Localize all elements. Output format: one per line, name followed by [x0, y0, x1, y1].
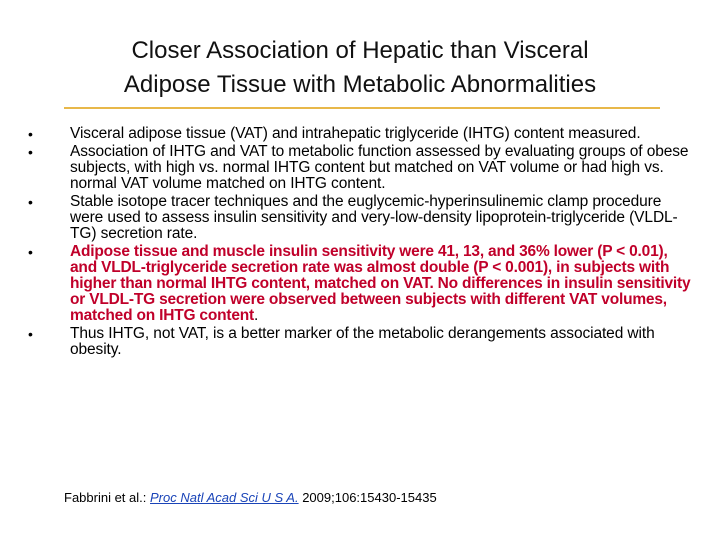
bullet-text: Association of IHTG and VAT to metabolic function assessed by evaluating groups of obese subjects, with high vs. normal IHTG content but matched on VAT volume or had high vs. normal VAT volume matched on IHTG content. — [70, 143, 689, 192]
bullet-list — [28, 126, 692, 360]
bullet-text: Thus IHTG, not VAT, is a better marker of the metabolic derangements associated with obesity. — [70, 325, 655, 358]
slide-title — [40, 34, 680, 102]
bullet-text: Visceral adipose tissue (VAT) and intrahepatic triglyceride (IHTG) content measured. — [70, 125, 641, 142]
bullet-item-conclusion — [28, 326, 692, 358]
bullet-item-association — [28, 144, 692, 192]
citation-details: 2009;106:15430-15435 — [298, 490, 437, 505]
bullet-text-tail: . — [254, 307, 259, 324]
bullet-dot-icon: • — [28, 326, 33, 342]
bullet-dot-icon: • — [28, 144, 33, 160]
title-divider — [64, 107, 660, 109]
citation-journal-link[interactable]: Proc Natl Acad Sci U S A. — [150, 490, 299, 505]
bullet-item-tracer-techniques — [28, 194, 692, 242]
bullet-text-emphasized: Adipose tissue and muscle insulin sensitivity were 41, 13, and 36% lower (P < 0.01), and VLDL-triglyceride secretion rate was almost double (P < 0.001), in subjects with higher than normal IHTG content, matched on VAT. No differences in insulin sensitivity or VLDL-TG secretion were observed between subjects with different VAT volumes, matched on IHTG content — [70, 243, 691, 324]
citation — [64, 490, 437, 506]
slide-title-line-2: Adipose Tissue with Metabolic Abnormalities — [123, 71, 597, 98]
bullet-dot-icon: • — [28, 194, 33, 210]
bullet-text: Stable isotope tracer techniques and the euglycemic-hyperinsulinemic clamp procedure were used to assess insulin sensitivity and very-low-density lipoprotein-triglyceride (VLDL-TG) secretion rate. — [70, 193, 678, 242]
citation-authors: Fabbrini et al.: — [64, 490, 150, 505]
bullet-dot-icon: • — [28, 126, 33, 142]
bullet-item-vat-ihtg-measured — [28, 126, 692, 142]
bullet-dot-icon: • — [28, 244, 33, 260]
slide-title-line-1: Closer Association of Hepatic than Visceral — [131, 37, 589, 64]
bullet-item-results — [28, 244, 692, 324]
